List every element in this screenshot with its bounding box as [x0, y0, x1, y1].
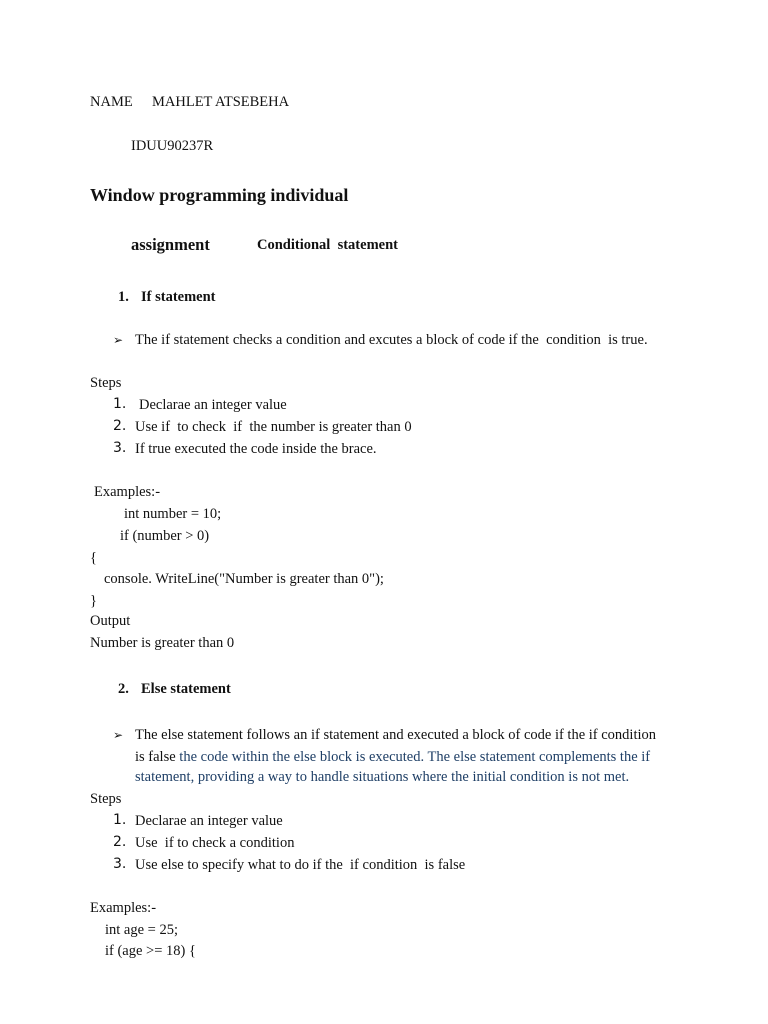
arrowhead-bullet-icon: ➢ — [113, 333, 124, 347]
document-subtitle: assignment — [131, 235, 210, 254]
section-1-steps-label: Steps — [90, 375, 122, 391]
section-2-heading: Else statement — [141, 681, 231, 697]
document-title: Window programming individual — [90, 185, 349, 205]
code-line: if (number > 0) — [120, 528, 210, 544]
description-text-blue: the code within the else block is executed. The else statement complements the if — [179, 749, 651, 765]
step-text: Use if to check if the number is greater than 0 — [135, 419, 412, 435]
step-number: 3. — [113, 856, 127, 872]
step-number: 1. — [113, 396, 127, 412]
step-text: Use if to check a condition — [135, 835, 295, 851]
step-text: Use else to specify what to do if the if condition is false — [135, 857, 466, 873]
code-line: int number = 10; — [124, 506, 222, 522]
section-2-description-line: The else statement follows an if statement and executed a block of code if the if condition — [135, 727, 657, 743]
section-2-steps-label: Steps — [90, 791, 122, 807]
code-line: int age = 25; — [105, 922, 179, 938]
student-id: IDUU90237R — [131, 138, 214, 154]
code-line: if (age >= 18) { — [105, 943, 196, 959]
student-name: MAHLET ATSEBEHA — [152, 94, 290, 110]
section-1-output-text: Number is greater than 0 — [90, 635, 235, 651]
code-line: console. WriteLine("Number is greater than 0"); — [104, 571, 384, 587]
section-1-heading: If statement — [141, 289, 216, 305]
step-number: 2. — [113, 834, 127, 850]
step-number: 2. — [113, 418, 127, 434]
section-1-number: 1. — [118, 289, 129, 305]
step-text: If true executed the code inside the brace. — [135, 441, 377, 457]
step-number: 3. — [113, 440, 127, 456]
section-2-examples-label: Examples:- — [90, 900, 157, 916]
section-1-examples-label: Examples:- — [94, 484, 161, 500]
section-1-description: The if statement checks a condition and excutes a block of code if the condition is true. — [135, 332, 648, 348]
step-number: 1. — [113, 812, 127, 828]
section-2-description-line — [135, 750, 650, 765]
step-text: Declarae an integer value — [135, 813, 283, 829]
name-label: NAME — [90, 94, 133, 110]
section-2-description-line: statement, providing a way to handle situations where the initial condition is not met. — [135, 769, 630, 785]
arrowhead-bullet-icon: ➢ — [113, 728, 124, 742]
section-1-output-label: Output — [90, 613, 131, 629]
document-topic: Conditional statement — [257, 237, 398, 253]
step-text: Declarae an integer value — [139, 397, 287, 413]
section-2-number: 2. — [118, 681, 129, 697]
code-line: { — [90, 550, 97, 566]
description-text: is false — [135, 749, 180, 765]
code-line: } — [90, 593, 97, 609]
